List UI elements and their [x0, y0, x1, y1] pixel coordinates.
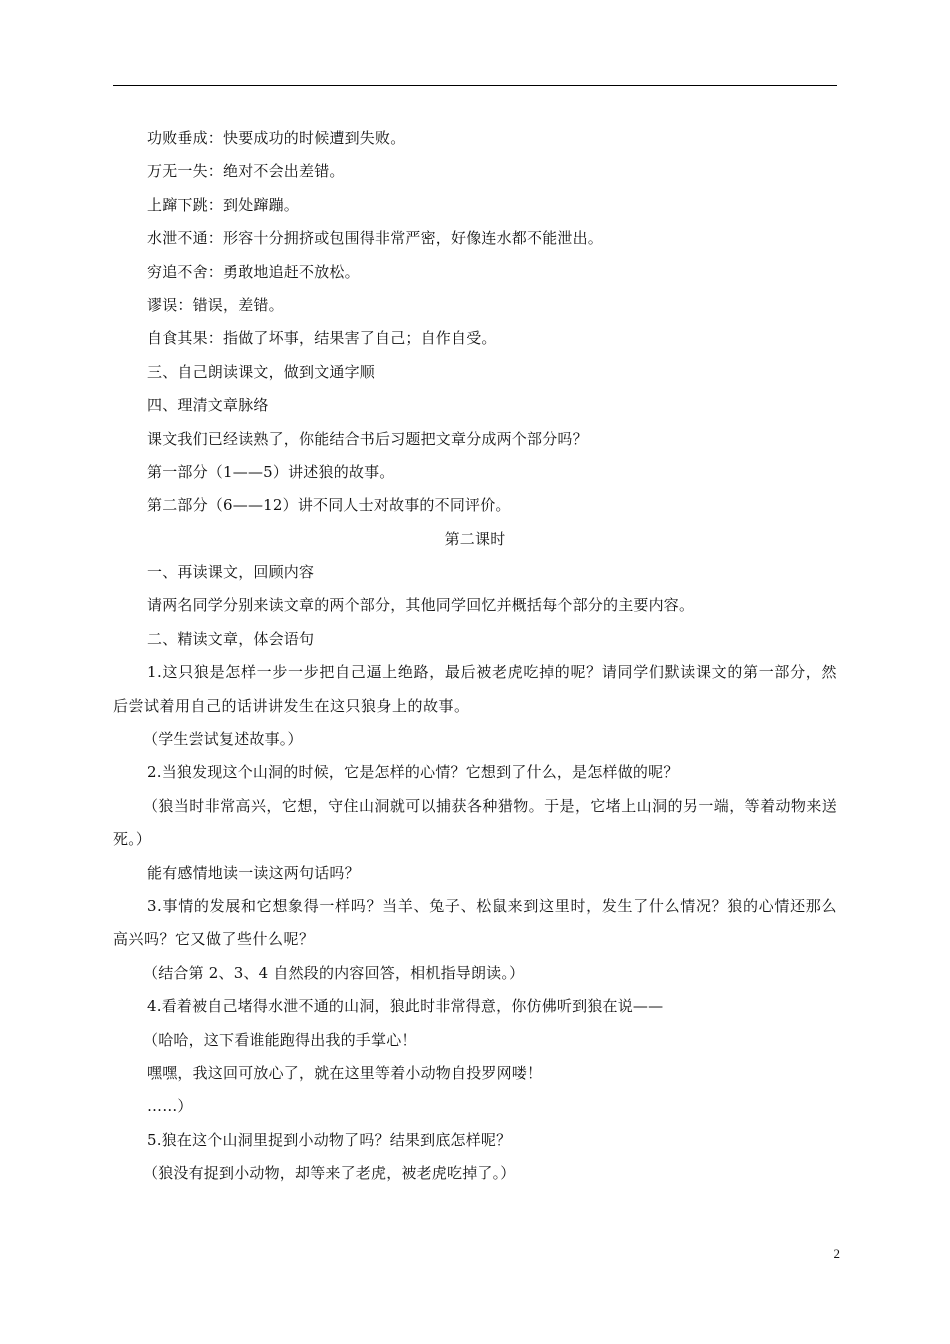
section-heading-1: 一、再读课文，回顾内容	[147, 563, 315, 582]
question-1: 1.这只狼是怎样一步一步把自己逼上绝路，最后被老虎吃掉的呢？请同学们默读课文的第一部分，然后尝试着用自己的话讲讲发生在这只狼身上的故事。	[113, 663, 837, 715]
note-3: （结合第 2、3、4 自然段的内容回答，相机指导朗读。）	[143, 963, 525, 982]
definition-miuwu: 谬误：错误，差错。	[147, 295, 284, 314]
definition-shuixiebutong: 水泄不通：形容十分拥挤或包围得非常严密，好像连水都不能泄出。	[147, 229, 604, 248]
quote-line-1: （哈哈，这下看谁能跑得出我的手掌心！	[143, 1030, 417, 1049]
definition-zishiqiguo: 自食其果：指做了坏事，结果害了自己；自作自受。	[147, 329, 497, 348]
note-1: （学生尝试复述故事。）	[143, 730, 303, 749]
lesson-title: 第二课时	[444, 529, 506, 548]
answer-2: （狼当时非常高兴，它想，守住山洞就可以捕获各种猎物。于是，它堵上山洞的另一端，等着动物来送死。）	[113, 796, 837, 849]
answer-5: （狼没有捉到小动物，却等来了老虎，被老虎吃掉了。）	[143, 1164, 516, 1183]
definition-gongbaichuicheng: 功败垂成：快要成功的时候遭到失败。	[147, 129, 406, 147]
definition-shangcuanxiatiao: 上蹿下跳：到处蹿蹦。	[147, 195, 300, 214]
paragraph-part-1: 第一部分（1——5）讲述狼的故事。	[147, 462, 395, 481]
question-2: 2.当狼发现这个山洞的时候，它是怎样的心情？它想到了什么，是怎样做的呢？	[147, 763, 679, 782]
definition-qiongzhuibushe: 穷追不舍：勇敢地追赶不放松。	[147, 262, 360, 281]
paragraph-reading-task: 请两名同学分别来读文章的两个部分，其他同学回忆并概括每个部分的主要内容。	[147, 596, 695, 615]
section-heading-2: 二、精读文章，体会语句	[147, 629, 315, 648]
page-number: 2	[833, 1246, 840, 1261]
paragraph-part-2: 第二部分（6——12）讲不同人士对故事的不同评价。	[147, 496, 511, 515]
question-5: 5.狼在这个山洞里捉到小动物了吗？结果到底怎样呢？	[147, 1130, 512, 1149]
section-heading-3: 三、自己朗读课文，做到文通字顺	[147, 362, 376, 381]
paragraph-question: 课文我们已经读熟了，你能结合书后习题把文章分成两个部分吗？	[147, 429, 588, 448]
paragraph-read-aloud: 能有感情地读一读这两句话吗？	[147, 863, 360, 882]
question-4: 4.看着被自己堵得水泄不通的山洞，狼此时非常得意，你仿佛听到狼在说——	[147, 997, 664, 1016]
quote-ellipsis: ……）	[147, 1097, 193, 1116]
section-heading-4: 四、理清文章脉络	[147, 396, 269, 415]
question-3: 3.事情的发展和它想象得一样吗？当羊、兔子、松鼠来到这里时，发生了什么情况？狼的心情还那么高兴吗？它又做了些什么呢？	[113, 897, 837, 949]
quote-line-2: 嘿嘿，我这回可放心了，就在这里等着小动物自投罗网喽！	[147, 1064, 543, 1083]
definition-wanwuyishi: 万无一失：绝对不会出差错。	[147, 162, 345, 181]
header-rule	[113, 85, 837, 86]
document-body	[113, 122, 837, 1191]
